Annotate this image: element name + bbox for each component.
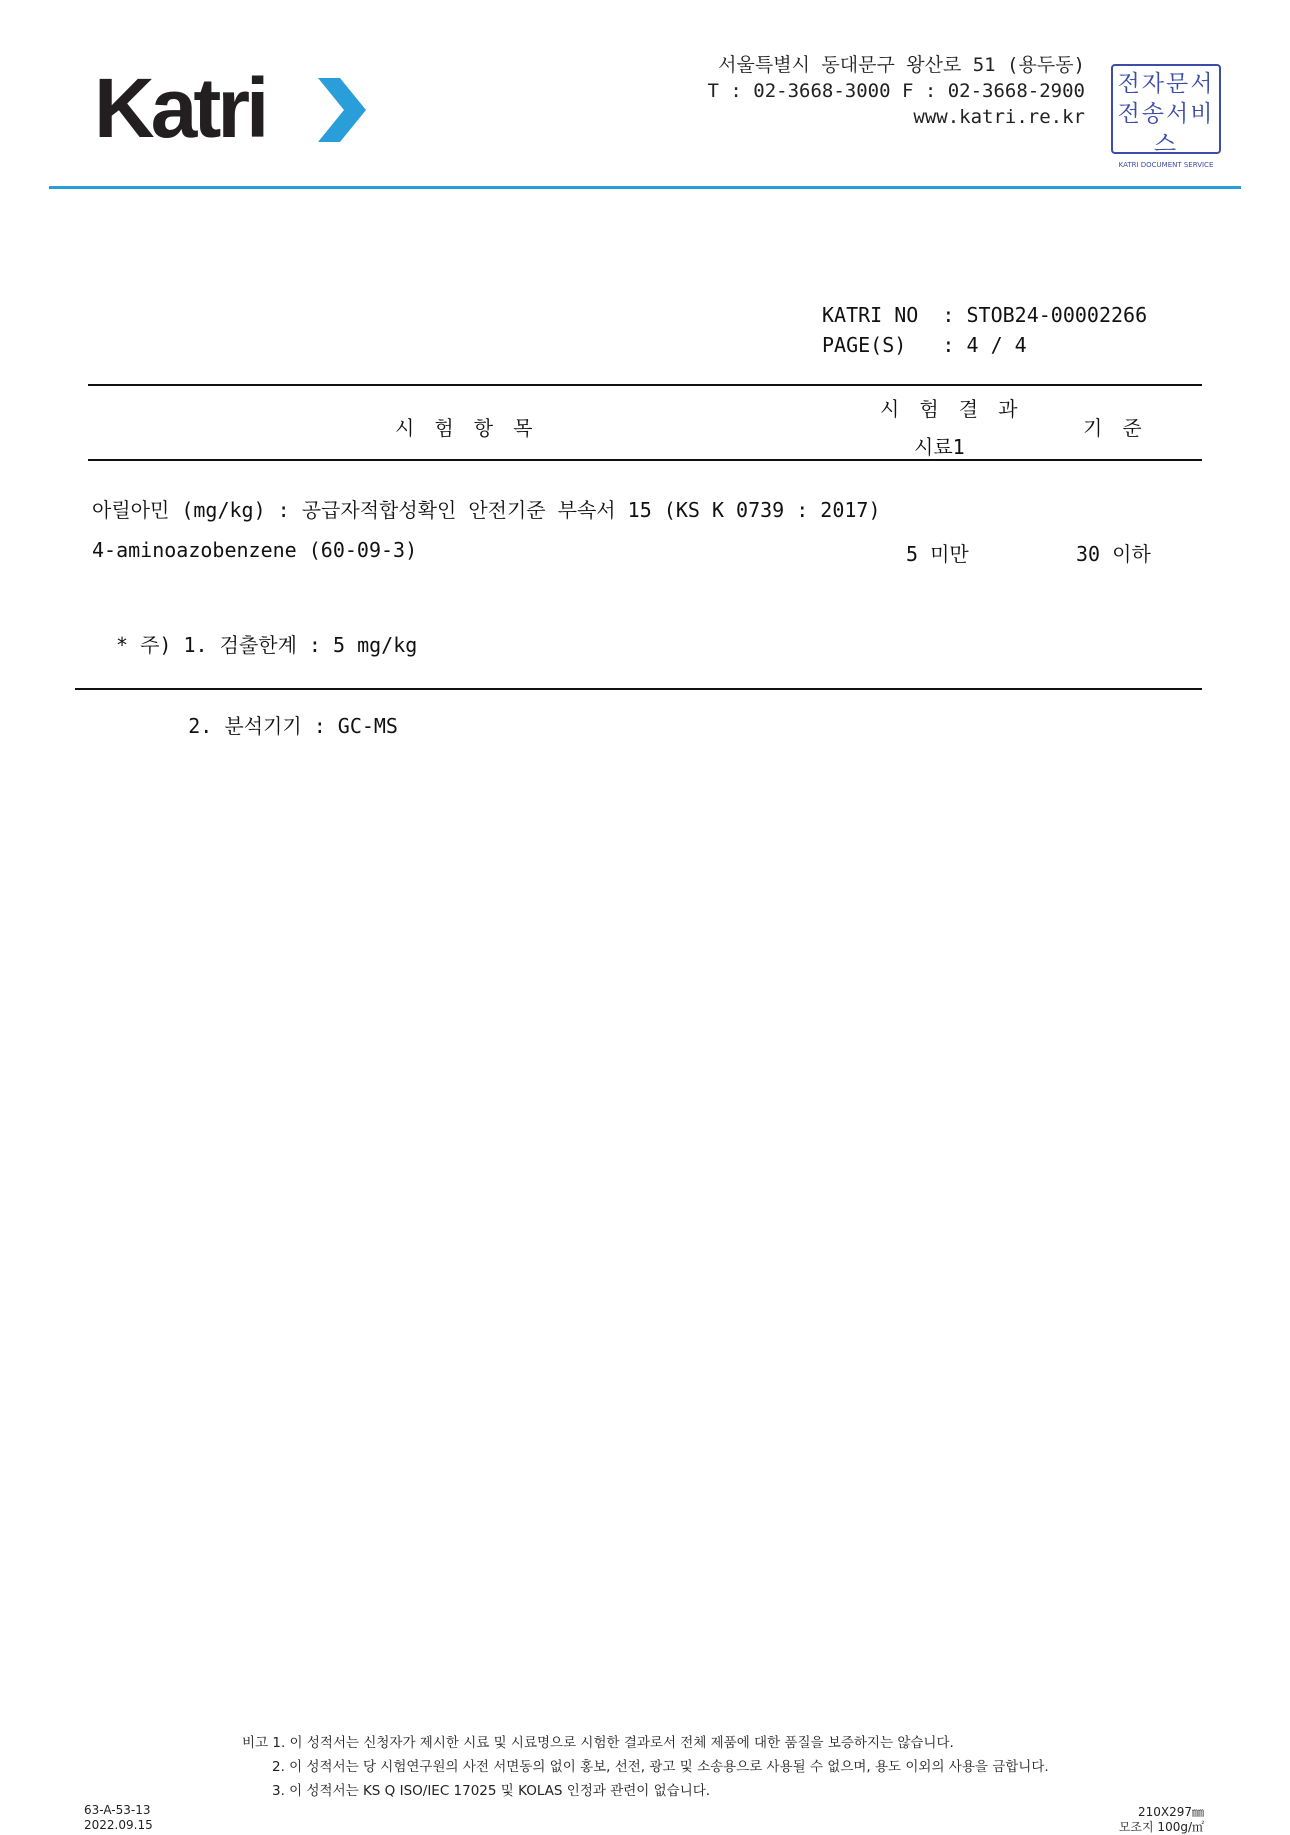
header-sample-1: 시료1	[914, 435, 965, 459]
electronic-document-stamp	[1111, 64, 1221, 169]
remark-3: 3. 이 성적서는 KS Q ISO/IEC 17025 및 KOLAS 인정과 관련이 없습니다.	[272, 1783, 711, 1799]
header-test-result: 시 험 결 과	[880, 397, 1022, 421]
header-test-item: 시 험 항 목	[395, 416, 537, 440]
chevron-right-icon	[318, 78, 366, 142]
note-line-2: 2. 분석기기 : GC-MS	[116, 714, 398, 738]
website-text: www.katri.re.kr	[913, 106, 1085, 128]
row-item: 4-aminoazobenzene (60-09-3)	[92, 538, 418, 562]
header-divider	[49, 186, 1241, 189]
form-date: 2022.09.15	[84, 1818, 153, 1832]
table-bottom-rule	[75, 688, 1202, 690]
contact-block	[708, 52, 1086, 130]
stamp-line-1: 전자문서	[1117, 71, 1215, 97]
form-code: 63-A-53-13	[84, 1803, 151, 1817]
table-header-rule	[88, 459, 1202, 461]
stamp-line-2: 전송서비스	[1117, 101, 1215, 157]
page-count: PAGE(S) : 4 / 4	[822, 333, 1027, 357]
remark-2: 2. 이 성적서는 당 시험연구원의 사전 서면동의 없이 홍보, 선전, 광고 및 소송용으로 사용될 수 없으며, 용도 이외의 사용을 금합니다.	[272, 1759, 1049, 1775]
paper-size: 210X297㎜	[1137, 1805, 1204, 1819]
notes-block	[116, 578, 417, 767]
note-line-1: * 주) 1. 검출한계 : 5 mg/kg	[116, 633, 418, 657]
phone-fax-text: T : 02-3668-3000 F : 02-3668-2900	[707, 80, 1085, 102]
row-result: 5 미만	[906, 542, 969, 566]
row-standard: 30 이하	[1076, 542, 1151, 566]
remark-1: 비고 1. 이 성적서는 신청자가 제시한 시료 및 시료명으로 시험한 결과로서 전체 제품에 대한 품질을 보증하지는 않습니다.	[242, 1735, 954, 1751]
section-title: 아릴아민 (mg/kg) : 공급자적합성확인 안전기준 부속서 15 (KS K 0739 : 2017)	[92, 498, 881, 522]
katri-logo: Katri	[94, 61, 266, 155]
header-standard: 기 준	[1083, 416, 1146, 440]
paper-type: 모조지 100g/㎡	[1118, 1820, 1204, 1834]
report-meta	[822, 300, 1147, 360]
stamp-line-3: KATRI DOCUMENT SERVICE	[1118, 161, 1214, 169]
table-top-rule	[88, 384, 1202, 386]
address-text: 서울특별시 동대문구 왕산로 51 (용두동)	[718, 54, 1085, 76]
katri-number: KATRI NO : STOB24-00002266	[822, 303, 1148, 327]
